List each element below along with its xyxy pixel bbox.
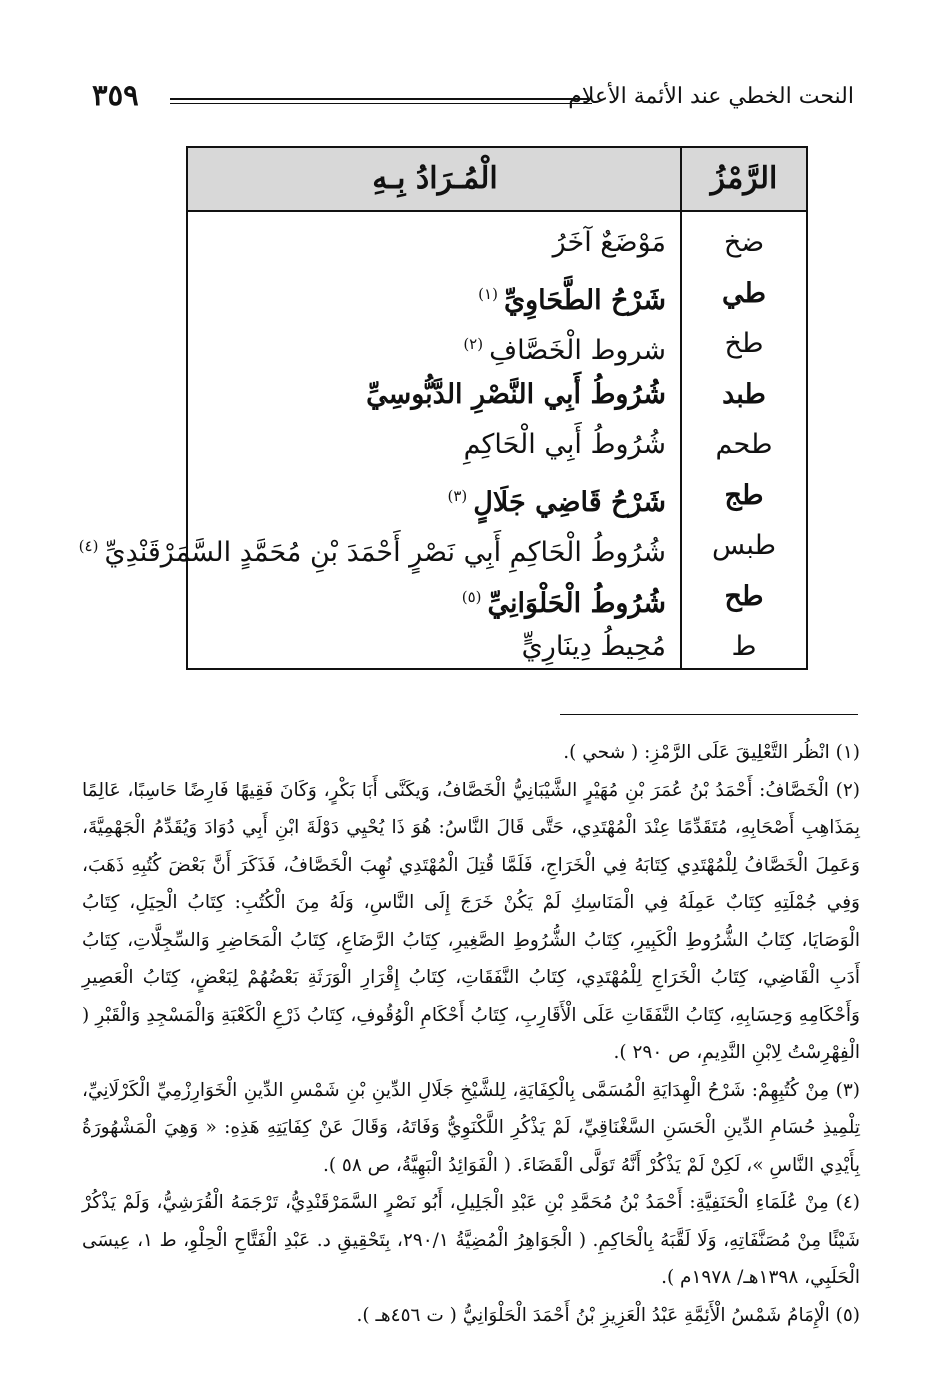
header-rule [170,98,592,104]
table-row [188,471,806,522]
row-code: طبس [711,530,777,561]
footnote-marker: (٣) [447,486,468,505]
running-header [92,78,854,122]
footnote: (٣) مِنْ كُتُبِهِمْ: شَرْحُ الْهِدَايَةِ الْمُسَمَّى بِالْكِفَايَةِ، لِلشَّيْخِ جَلَالِ الدِّينِ بْنِ شَمْسِ الدِّينِ الْخَوَارِزْمِيِّ الْكَرْلَانِيِّ، تِلْمِيذِ حُسَامِ الدِّينِ الْحَسَنِ السَّغْنَاقِيِّ، لَمْ يَذْكُرِ اللَّكْنَوِيُّ وَفَاتَهُ، وَقَالَ عَنْ كِفَايَتِهِ هَذِهِ: « وَهِيَ الْمَشْهُورَةُ بِأَيْدِي النَّاسِ »، لَكِنْ لَمْ يَذْكُرْ أَنَّهُ تَوَلَّى الْقَضَاءَ. ( الْفَوَائِدُ الْبَهِيَّةُ، ص ٥٨ ). [82,1079,860,1176]
row-meaning [464,420,666,470]
row-code: طح [724,580,764,612]
row-code: ضخ [723,227,765,258]
footnote: (٥) الْإِمَامُ شَمْسُ الْأَئِمَّةِ عَبْدُ الْعَزِيزِ بْنُ أَحْمَدَ الْحَلْوَانِيُّ ( ت ٤٥٦هـ ). [356,1304,860,1326]
table-body [78,218,806,673]
page-number: ٣٥٩ [92,78,139,112]
running-title: النحت الخطي عند الأئمة الأعلام [568,84,854,109]
footnote-marker: (٥) [461,587,482,606]
row-meaning-text: شَرْحُ قَاضِي جَلَالٍ [473,486,666,518]
table-row [188,370,806,421]
row-meaning-text: مُحِيطُ دِينَارِيٍّ [521,631,666,662]
row-meaning [478,269,666,319]
row-meaning-text: شُرُوطُ الْحَاكِمِ أَبِي نَصْرٍ أَحْمَدَ بْنِ مُحَمَّدٍ السَّمَرْقَنْدِيِّ [104,537,666,568]
table-row [188,218,806,269]
row-meaning [79,521,666,571]
table-row [188,622,806,673]
footnote-marker: (٢) [463,335,484,353]
row-meaning-text: شُرُوطُ أَبِي النَّصْرِ الدَّبُّوسِيِّ [366,378,666,410]
table-header [188,148,806,212]
row-meaning-text: شُرُوطُ أَبِي الْحَاكِمِ [463,429,666,460]
row-meaning-text: مَوْضَعٌ آخَرُ [552,227,666,258]
row-meaning [463,319,666,369]
row-meaning [462,572,666,622]
footnote: (٤) مِنْ عُلَمَاءِ الْحَنَفِيَّةِ: أَحْمَدُ بْنُ مُحَمَّدِ بْنِ عَبْدِ الْجَلِيلِ، أَبُو نَصْرٍ السَّمَرْقَنْدِيُّ، تَرْجَمَهُ الْقُرَشِيُّ، وَلَمْ يَذْكُرْ شَيْئًا مِنْ مُصَنَّفَاتِهِ، وَلَا لَقَّبَهُ بِالْحَاكِمِ. ( الْجَوَاهِرُ الْمُضِيَّةُ ٢٩٠/١، بِتَحْقِيقِ د. عَبْدِ الْفَتَّاحِ الْحِلْوِ، ط ١، عِيسَى الْحَلَبِي، ١٣٩٨هـ/ ١٩٧٨م ). [82,1192,860,1288]
row-meaning-text: شُرُوطُ الْحَلْوَانِيِّ [487,587,666,619]
header-meaning: الْمُـرَادُ بِـهِ [372,161,498,196]
row-meaning-text: شروط الْخَصَّافِ [489,335,666,366]
row-code: طبد [722,378,766,410]
row-meaning [447,471,666,521]
row-meaning-text: شَرْحُ الطَّحَاوِيِّ [503,284,666,316]
row-code: طحم [715,429,773,460]
row-meaning [553,218,666,268]
table-row [188,420,806,471]
abbreviations-table [78,146,808,670]
row-meaning [522,622,666,672]
table-row [188,269,806,320]
footnote: (١) انْظُر التَّعْلِيقَ عَلَى الرَّمْزِ: ( شحي ). [563,742,860,763]
footnote-rule [560,714,858,715]
table-row [78,521,806,572]
footnotes [82,734,860,1334]
header-code: الرَّمْزُ [710,161,778,196]
table-row [188,319,806,370]
table-row [188,572,806,623]
footnote: (٢) الْخَصَّافُ: أَحْمَدُ بْنُ عُمَرَ بْنِ مُهَيْرٍ الشَّيْبَانِيُّ الْخَصَّافُ، وَيكَنَّى أَبَا بَكْرٍ، وَكَانَ فَقِيهًا فَارِضًا حَاسِبًا، عَالِمًا بِمَذَاهِبِ أَصْحَابِهِ، مُتَقَدِّمًا عِنْدَ الْمُهْتَدِي، حَتَّى قَالَ النَّاسُ: هُوَ ذَا يُحْيِي دَوْلَةَ ابْنِ أَبِي دُوَادَ وَيُقَدِّمُ الْجَهْمِيَّةَ، وَعَمِلَ الْخَصَّافُ لِلْمُهْتَدِي كِتَابَهُ فِي الْخَرَاجِ، فَلَمَّا قُتِلَ الْمُهْتَدِي نُهِبَ الْخَصَّافُ، فَذَكَرَ أَنَّ بَعْضَ كُتُبِهِ ذَهَبَ، وَفِي جُمْلَتِهِ كِتَابٌ عَمِلَهُ فِي الْمَنَاسِكِ لَمْ يَكُنْ خَرَجَ إِلَى النَّاسِ، وَلَهُ مِنَ الْكُتُبِ: كِتَابُ الْحِيَلِ، كِتَابُ الْوَصَايَا، كِتَابُ الشُّرُوطِ الْكَبِيرِ، كِتَابُ الشُّرُوطِ الصَّغِيرِ، كِتَابُ الرَّضَاعِ، كِتَابُ الْمَحَاضِرِ وَالسِّجِلَّاتِ، كِتَابُ أَدَبِ الْقَاضِي، كِتَابُ الْخَرَاجِ لِلْمُهْتَدِي، كِتَابُ النَّفَقَاتِ، كِتَابُ إِقْرَارِ الْوَرَثَةِ بَعْضُهُمْ لِبَعْضٍ، كِتَابُ الْعَصِيرِ وَأَحْكَامِهِ وَحِسَابِهِ، كِتَابُ النَّفَقَاتِ عَلَى الْأَقَارِبِ، كِتَابُ أَحْكَامِ الْوُقُوفِ، كِتَابُ ذَرْعِ الْكَعْبَةِ وَالْمَسْجِدِ وَالْقَبْرِ ( الْفِهْرِسْتُ لِابْنِ النَّدِيمِ، ص ٢٩٠ ). [82,779,860,1063]
row-code: طج [724,479,764,511]
row-code: طخ [724,328,764,359]
footnote-marker: (٤) [78,537,99,555]
row-code: طي [722,277,766,309]
row-code: ط [731,631,757,662]
footnote-marker: (١) [478,284,498,303]
row-meaning [366,370,666,420]
